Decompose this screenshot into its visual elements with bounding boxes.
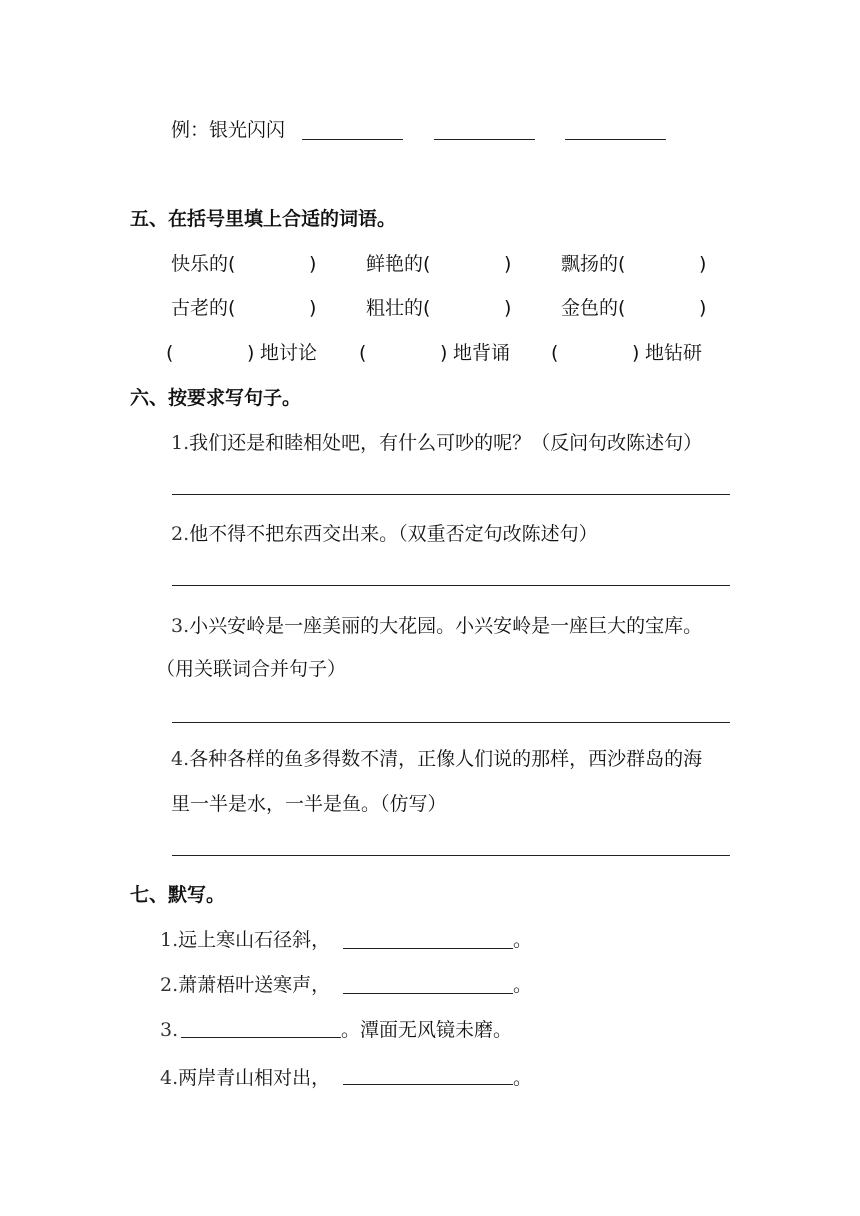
poem-item-3 [160, 1018, 178, 1042]
open-paren: ( [359, 342, 367, 364]
fill-label: 快乐的( [171, 253, 236, 275]
fill-label: 飘扬的( [561, 253, 626, 275]
poem-text-before: 萧萧梧叶送寒声， [178, 974, 331, 996]
section7-heading: 七、默写。 [130, 884, 226, 906]
poem-blank-4[interactable] [343, 1084, 513, 1085]
fill-label: 粗壮的( [366, 297, 431, 319]
poem-text-after: 。 [513, 929, 533, 951]
question-4 [171, 747, 702, 771]
example-blank-3[interactable] [565, 139, 666, 140]
question-number: 4. [171, 748, 190, 770]
poem-blank-2[interactable] [343, 993, 513, 994]
close-paren: ) [309, 297, 317, 319]
close-paren: ) [699, 297, 707, 319]
close-paren: ) [309, 253, 317, 275]
fill-label: 古老的( [171, 297, 236, 319]
question-text: 各种各样的鱼多得数不清，正像人们说的那样，西沙群岛的海 [189, 748, 703, 770]
question-2 [171, 522, 598, 546]
poem-text-after: 。 [513, 1067, 533, 1089]
poem-text-before: 两岸青山相对出， [178, 1067, 331, 1089]
fill-label: 地背诵 [453, 342, 511, 364]
poem-blank-3[interactable] [181, 1037, 341, 1038]
question-3-cont: （用关联词合并句子） [156, 658, 347, 680]
question-number: 2. [171, 523, 190, 545]
poem-blank-1[interactable] [343, 948, 513, 949]
question-text: 他不得不把东西交出来。（双重否定句改陈述句） [189, 523, 598, 545]
question-3 [171, 614, 702, 638]
poem-item-4 [160, 1066, 330, 1090]
close-paren: ) [504, 297, 512, 319]
example-label: 例：银光闪闪 [171, 119, 286, 141]
close-paren: ) [440, 342, 448, 364]
poem-text-after: 。 [513, 974, 533, 996]
fill-label: 地讨论 [260, 342, 318, 364]
close-paren: ) [699, 253, 707, 275]
answer-line-3[interactable] [172, 722, 730, 723]
close-paren: ) [247, 342, 255, 364]
poem-item-1 [160, 928, 330, 952]
question-text: 我们还是和睦相处吧，有什么可吵的呢？（反问句改陈述句） [189, 432, 703, 454]
item-number: 2. [160, 974, 179, 996]
section5-heading: 五、在括号里填上合适的词语。 [130, 208, 397, 230]
fill-label: 金色的( [561, 297, 626, 319]
example-blank-2[interactable] [434, 139, 535, 140]
answer-line-2[interactable] [172, 585, 730, 586]
item-number: 1. [160, 929, 179, 951]
answer-line-4[interactable] [172, 855, 730, 856]
poem-text-after: 。潭面无风镜未磨。 [341, 1019, 513, 1041]
item-number: 3. [160, 1019, 179, 1041]
answer-line-1[interactable] [172, 494, 730, 495]
question-text: 小兴安岭是一座美丽的大花园。小兴安岭是一座巨大的宝库。 [189, 615, 703, 637]
question-number: 3. [171, 615, 190, 637]
open-paren: ( [551, 342, 559, 364]
item-number: 4. [160, 1067, 179, 1089]
fill-label: 地钻研 [645, 342, 703, 364]
poem-item-2 [160, 973, 330, 997]
close-paren: ) [632, 342, 640, 364]
close-paren: ) [504, 253, 512, 275]
fill-label: 鲜艳的( [366, 253, 431, 275]
example-blank-1[interactable] [302, 139, 403, 140]
question-number: 1. [171, 432, 190, 454]
section6-heading: 六、按要求写句子。 [130, 387, 302, 409]
question-4-cont: 里一半是水，一半是鱼。（仿写） [171, 793, 447, 815]
poem-text-before: 远上寒山石径斜， [178, 929, 331, 951]
question-1 [171, 431, 702, 455]
open-paren: ( [166, 342, 174, 364]
